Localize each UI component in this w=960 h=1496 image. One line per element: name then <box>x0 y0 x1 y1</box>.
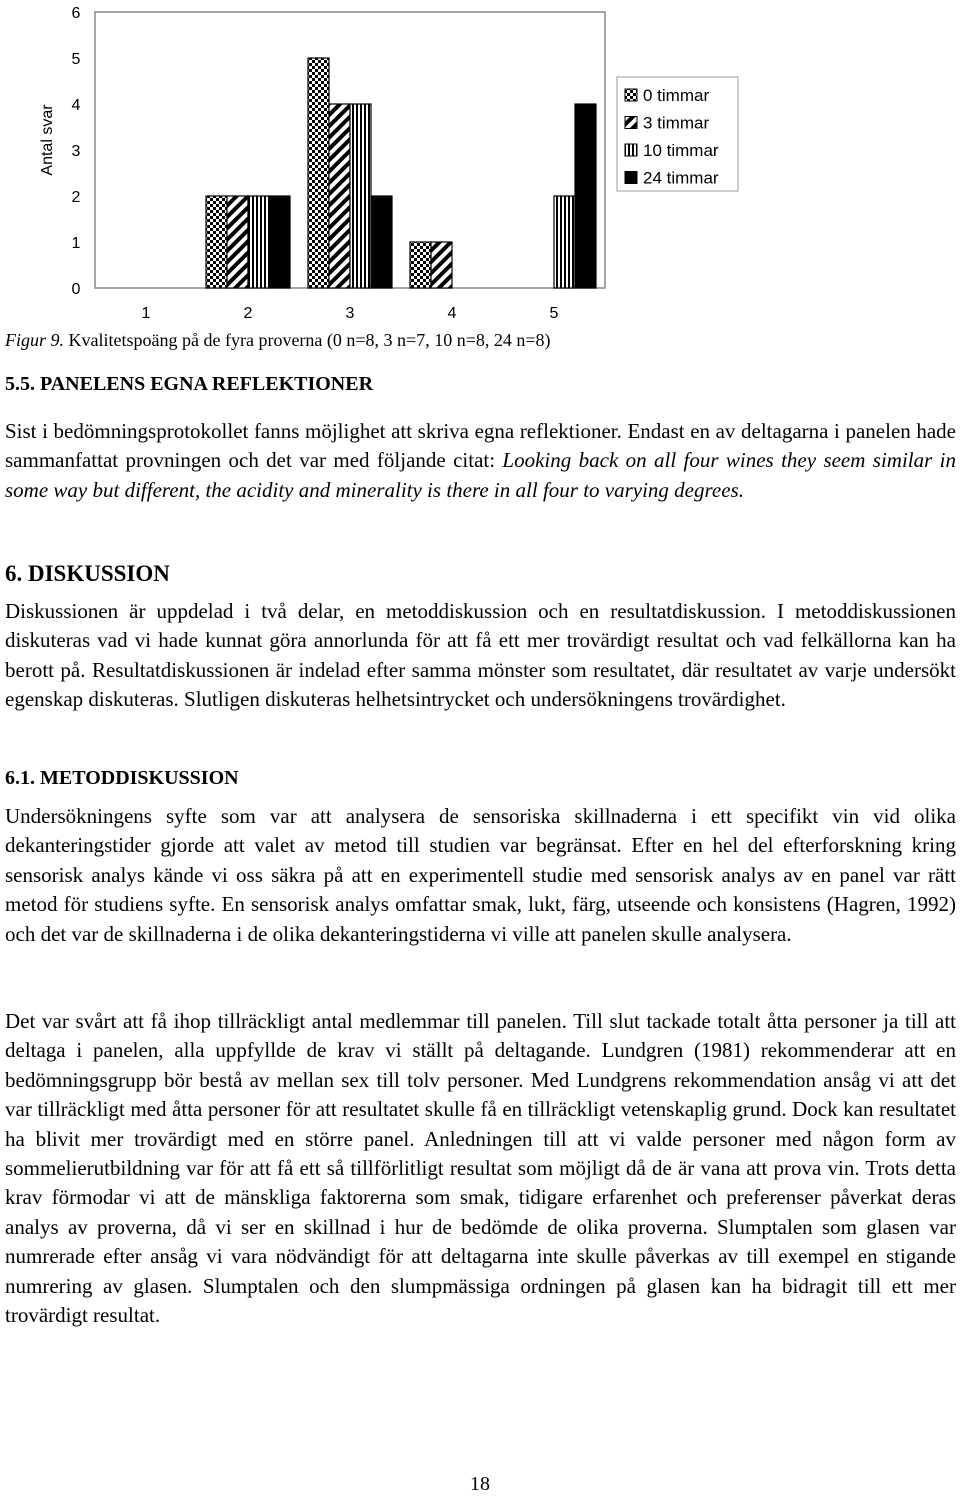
section-heading-6: 6. DISKUSSION <box>5 561 170 586</box>
reflection-quote: Looking back on all four wines they seem similar in some way but different, the acidity and minerality is there in all four to varying degrees. <box>5 448 956 502</box>
legend-label: 24 timmar <box>643 168 719 188</box>
bar <box>329 104 350 288</box>
legend-swatch <box>625 89 637 101</box>
bar <box>248 196 269 288</box>
x-tick-label: 3 <box>345 305 355 320</box>
legend-swatch <box>625 172 637 184</box>
legend-label: 0 timmar <box>643 86 710 105</box>
y-tick-label: 0 <box>71 281 81 298</box>
y-tick-label: 3 <box>71 143 81 160</box>
bar-chart <box>0 0 960 320</box>
page-number: 18 <box>470 1473 490 1495</box>
bar <box>371 196 392 288</box>
section-heading-6-1: 6.1. METODDISKUSSION <box>5 767 239 789</box>
figure-caption <box>5 330 551 351</box>
legend-swatch <box>625 144 637 156</box>
x-tick-label: 5 <box>549 305 559 320</box>
bar <box>206 196 227 288</box>
y-axis-label: Antal svar <box>39 104 56 176</box>
reflection-text: Sist i bedömningsprotokollet fanns möjlighet att skriva egna reflektioner. Endast en av deltagarna i panelen hade sammanfattat provningen och det var med följande citat: <box>5 419 956 473</box>
bar <box>431 242 452 288</box>
figure-caption-text: Kvalitetspoäng på de fyra proverna (0 n=8, 3 n=7, 10 n=8, 24 n=8) <box>64 330 551 350</box>
y-tick-label: 2 <box>71 189 81 206</box>
legend-label: 3 timmar <box>643 113 710 133</box>
figure-label: Figur 9. <box>5 330 65 350</box>
method-paragraph-2: Det var svårt att få ihop tillräckligt antal medlemmar till panelen. Till slut tackade totalt åtta personer ja till att deltaga i panelen, alla uppfyllde de krav vi ställt på deltagande. Lundgren (1981) rekommenderar att en bedömningsgrupp bör bestå av mellan sex till tolv personer. Med Lundgrens rekommendation ansåg vi att det var tillräckligt med åtta personer för att resultatet skulle få en tillräckligt vetenskaplig grund. Dock kan resultatet ha blivit mer trovärdigt med en större panel. Anledningen till att vi valde personer med någon form av sommelierutbildning var för att få ett så tillförlitligt resultat som möjligt då de är vana att prova vin. Trots detta krav förmodar vi att de mänskliga faktorerna som smak, tidigare erfarenhet och preferenser påverkat deras analys av proverna, då vi ser en skillnad i hur de bedömde de olika proverna. Slumptalen som glasen var numrerade efter ansåg vi vara nödvändigt för att deltagarna inte skulle påverkas av till exempel en stigande numrering av glasen. Slumptalen och den slumpmässiga ordningen på glasen kan ha bidragit till ett mer trovärdigt resultat. <box>5 1009 956 1328</box>
legend-swatch <box>625 117 637 129</box>
method-paragraph-1: Undersökningens syfte som var att analysera de sensoriska skillnaderna i ett specifikt vin vid olika dekanteringstider gjorde att valet av metod till studien var begränsat. Efter en hel del efterforskning kring sensorisk analys kände vi oss säkra på att en experimentell studie med sensorisk analys av en panel var rätt metod för studiens syfte. En sensorisk analys omfattar smak, lukt, färg, utseende och konsistens (Hagren, 1992) och det var de skillnaderna i de olika dekanteringstiderna vi ville att panelen skulle analysera. <box>5 804 956 946</box>
bar <box>410 242 431 288</box>
reflection-paragraph <box>5 417 956 505</box>
legend-label: 10 timmar <box>643 141 719 160</box>
x-tick-label: 1 <box>141 305 151 320</box>
y-tick-label: 1 <box>71 235 81 252</box>
x-tick-label: 4 <box>447 305 457 320</box>
bar <box>269 196 290 288</box>
bar <box>350 104 371 288</box>
x-tick-label: 2 <box>243 305 253 320</box>
y-tick-label: 4 <box>71 97 81 114</box>
y-tick-label: 5 <box>71 51 81 68</box>
bar <box>575 104 596 288</box>
discussion-paragraph: Diskussionen är uppdelad i två delar, en metoddiskussion och en resultatdiskussion. I metoddiskussionen diskuteras vad vi hade kunnat göra annorlunda för att få ett mer trovärdigt resultat och vad felkällorna kan ha berott på. Resultatdiskussionen är indelad efter samma mönster som resultatet, där resultatet av varje undersökt egenskap diskuteras. Slutligen diskuteras helhetsintrycket och undersökningens trovärdighet. <box>5 599 956 712</box>
bar <box>227 196 248 288</box>
y-tick-label: 6 <box>71 5 81 22</box>
section-heading-5-5: 5.5. PANELENS EGNA REFLEKTIONER <box>5 373 374 395</box>
bar <box>554 196 575 288</box>
chart-legend <box>617 77 738 191</box>
bar <box>308 58 329 288</box>
